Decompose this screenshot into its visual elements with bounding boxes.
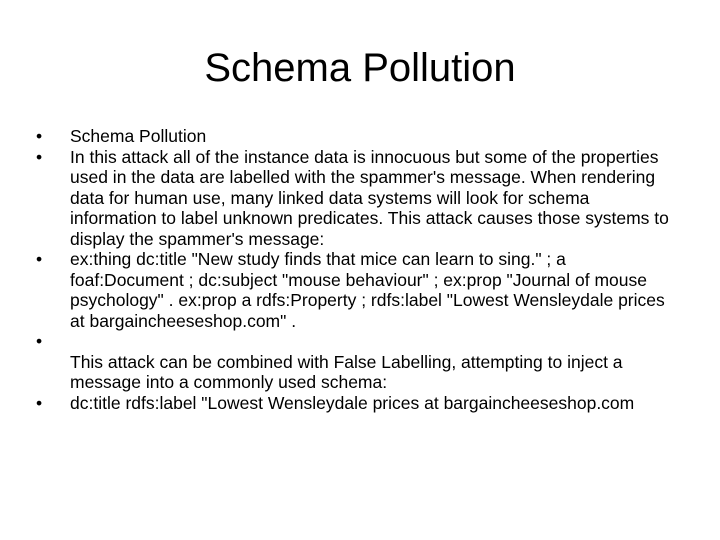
bullet-text: Schema Pollution [70,126,207,146]
bullet-icon: • [36,331,43,351]
page-title: Schema Pollution [204,46,516,90]
bullet-item [36,147,676,250]
bullet-icon: • [36,126,43,146]
bullet-text: This attack can be combined with False Labelling, attempting to inject a message into a commonly used schema: [70,351,623,392]
bullet-list [36,126,676,413]
bullet-item [36,126,676,147]
bullet-item [36,249,676,331]
bullet-icon: • [36,392,43,413]
bullet-item [36,393,676,414]
bullet-text: dc:title rdfs:label "Lowest Wensleydale prices at bargaincheeseshop.com [70,392,635,413]
bullet-text: In this attack all of the instance data is innocuous but some of the properties used in the data are labelled with the spammer's message. When rendering data for human use, many linked data systems will look for schema information to label unknown predicates. This attack causes those systems to display the spammer's message: [70,146,669,249]
bullet-item [36,331,676,393]
bullet-icon: • [36,146,43,167]
bullet-text: ex:thing dc:title "New study finds that mice can learn to sing." ; a foaf:Document ; dc:subject "mouse behaviour" ; ex:prop "Journal of mouse psychology" . ex:prop a rdfs:Property ; rdfs:label "Lowest Wensleydale prices at bargaincheeseshop.com" . [70,249,665,331]
bullet-icon: • [36,249,43,269]
